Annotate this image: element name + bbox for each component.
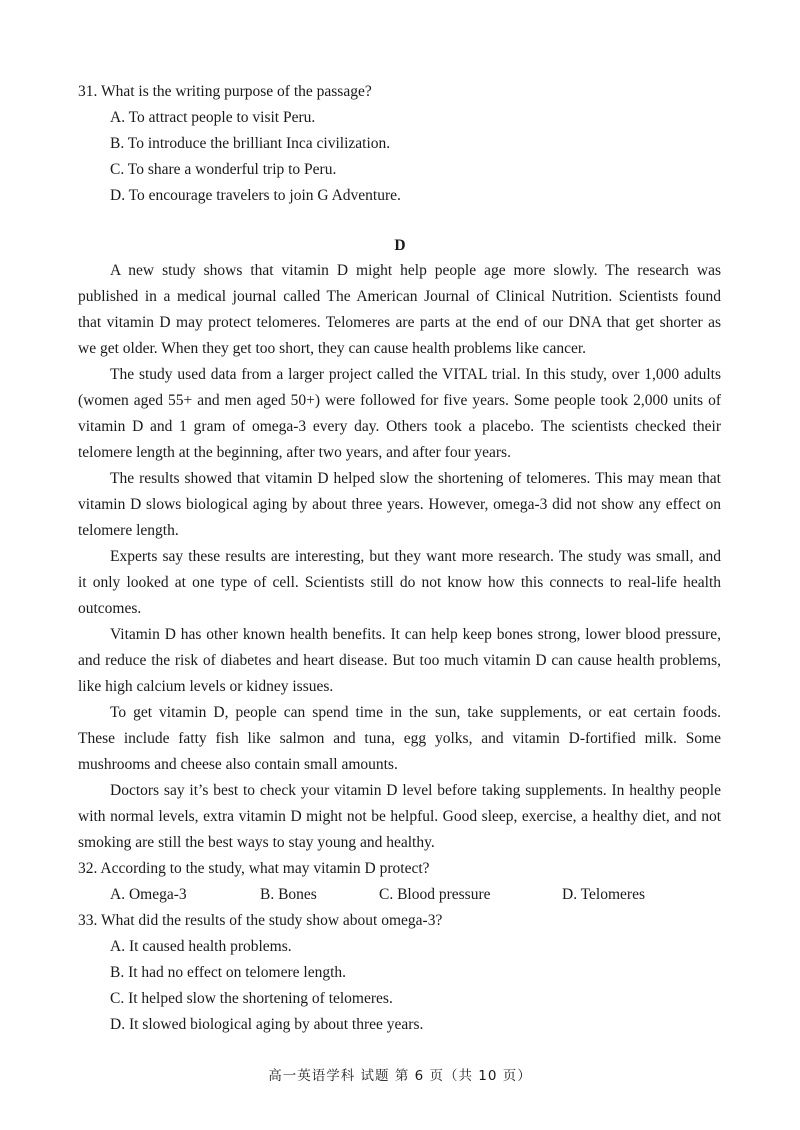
question-31: 31. What is the writing purpose of the passage?: [78, 83, 372, 100]
passage-line: telomere length at the beginning, after two years, and after four years.: [78, 444, 511, 461]
passage-line: vitamin D slows biological aging by about three years. However, omega-3 did not show any effect on: [78, 496, 721, 513]
q31-option-d: D. To encourage travelers to join G Adventure.: [110, 187, 401, 204]
passage-line: and reduce the risk of diabetes and heart disease. But too much vitamin D can cause health problems,: [78, 652, 721, 669]
q32-option-d: D. Telomeres: [562, 886, 645, 903]
passage-line: outcomes.: [78, 600, 142, 617]
passage-line: mushrooms and cheese also contain small amounts.: [78, 756, 398, 773]
passage-line: (women aged 55+ and men aged 50+) were followed for five years. Some people took 2,000 units of: [78, 392, 721, 409]
passage-line: like high calcium levels or kidney issues.: [78, 678, 334, 695]
q33-option-d: D. It slowed biological aging by about three years.: [110, 1016, 424, 1033]
section-heading: D: [394, 237, 406, 254]
q31-option-b: B. To introduce the brilliant Inca civilization.: [110, 135, 391, 152]
q31-option-a: A. To attract people to visit Peru.: [110, 109, 316, 126]
passage-line: we get older. When they get too short, they can cause health problems like cancer.: [78, 340, 587, 357]
q33-option-a: A. It caused health problems.: [110, 938, 292, 955]
q32-option-c: C. Blood pressure: [379, 886, 491, 903]
passage-line: that vitamin D may protect telomeres. Telomeres are parts at the end of our DNA that get shorter as: [78, 314, 721, 331]
page-footer: 高一英语学科 试题 第 6 页（共 10 页）: [268, 1068, 532, 1084]
passage-line: published in a medical journal called The American Journal of Clinical Nutrition. Scientists found: [78, 288, 721, 305]
passage-line: Vitamin D has other known health benefits. It can help keep bones strong, lower blood pressure,: [110, 626, 721, 643]
passage-line: smoking are still the best ways to stay young and healthy.: [78, 834, 435, 851]
q32-option-b: B. Bones: [260, 886, 317, 903]
passage-line: A new study shows that vitamin D might help people age more slowly. The research was: [110, 262, 721, 279]
q33-option-c: C. It helped slow the shortening of telomeres.: [110, 990, 393, 1007]
passage-line: vitamin D and 1 gram of omega-3 every day. Others took a placebo. The scientists checked their: [78, 418, 721, 435]
passage-line: it only looked at one type of cell. Scientists still do not know how this connects to real-life health: [78, 574, 721, 591]
passage-line: Experts say these results are interesting, but they want more research. The study was small, and: [110, 548, 721, 565]
passage-line: Doctors say it’s best to check your vitamin D level before taking supplements. In healthy people: [110, 782, 721, 799]
q31-option-c: C. To share a wonderful trip to Peru.: [110, 161, 337, 178]
passage-line: The results showed that vitamin D helped slow the shortening of telomeres. This may mean that: [110, 470, 721, 487]
q33-option-b: B. It had no effect on telomere length.: [110, 964, 347, 981]
passage-line: These include fatty fish like salmon and tuna, egg yolks, and vitamin D-fortified milk. Some: [78, 730, 721, 747]
question-33: 33. What did the results of the study show about omega-3?: [78, 912, 443, 929]
question-32: 32. According to the study, what may vitamin D protect?: [78, 860, 430, 877]
passage-line: To get vitamin D, people can spend time in the sun, take supplements, or eat certain foods.: [110, 704, 721, 721]
q32-options: [0, 885, 800, 905]
q32-option-a: A. Omega-3: [110, 886, 187, 903]
passage-line: with normal levels, extra vitamin D might not be helpful. Good sleep, exercise, a healthy diet, and not: [78, 808, 721, 825]
passage-line: telomere length.: [78, 522, 179, 539]
passage-line: The study used data from a larger project called the VITAL trial. In this study, over 1,000 adults: [110, 366, 721, 383]
